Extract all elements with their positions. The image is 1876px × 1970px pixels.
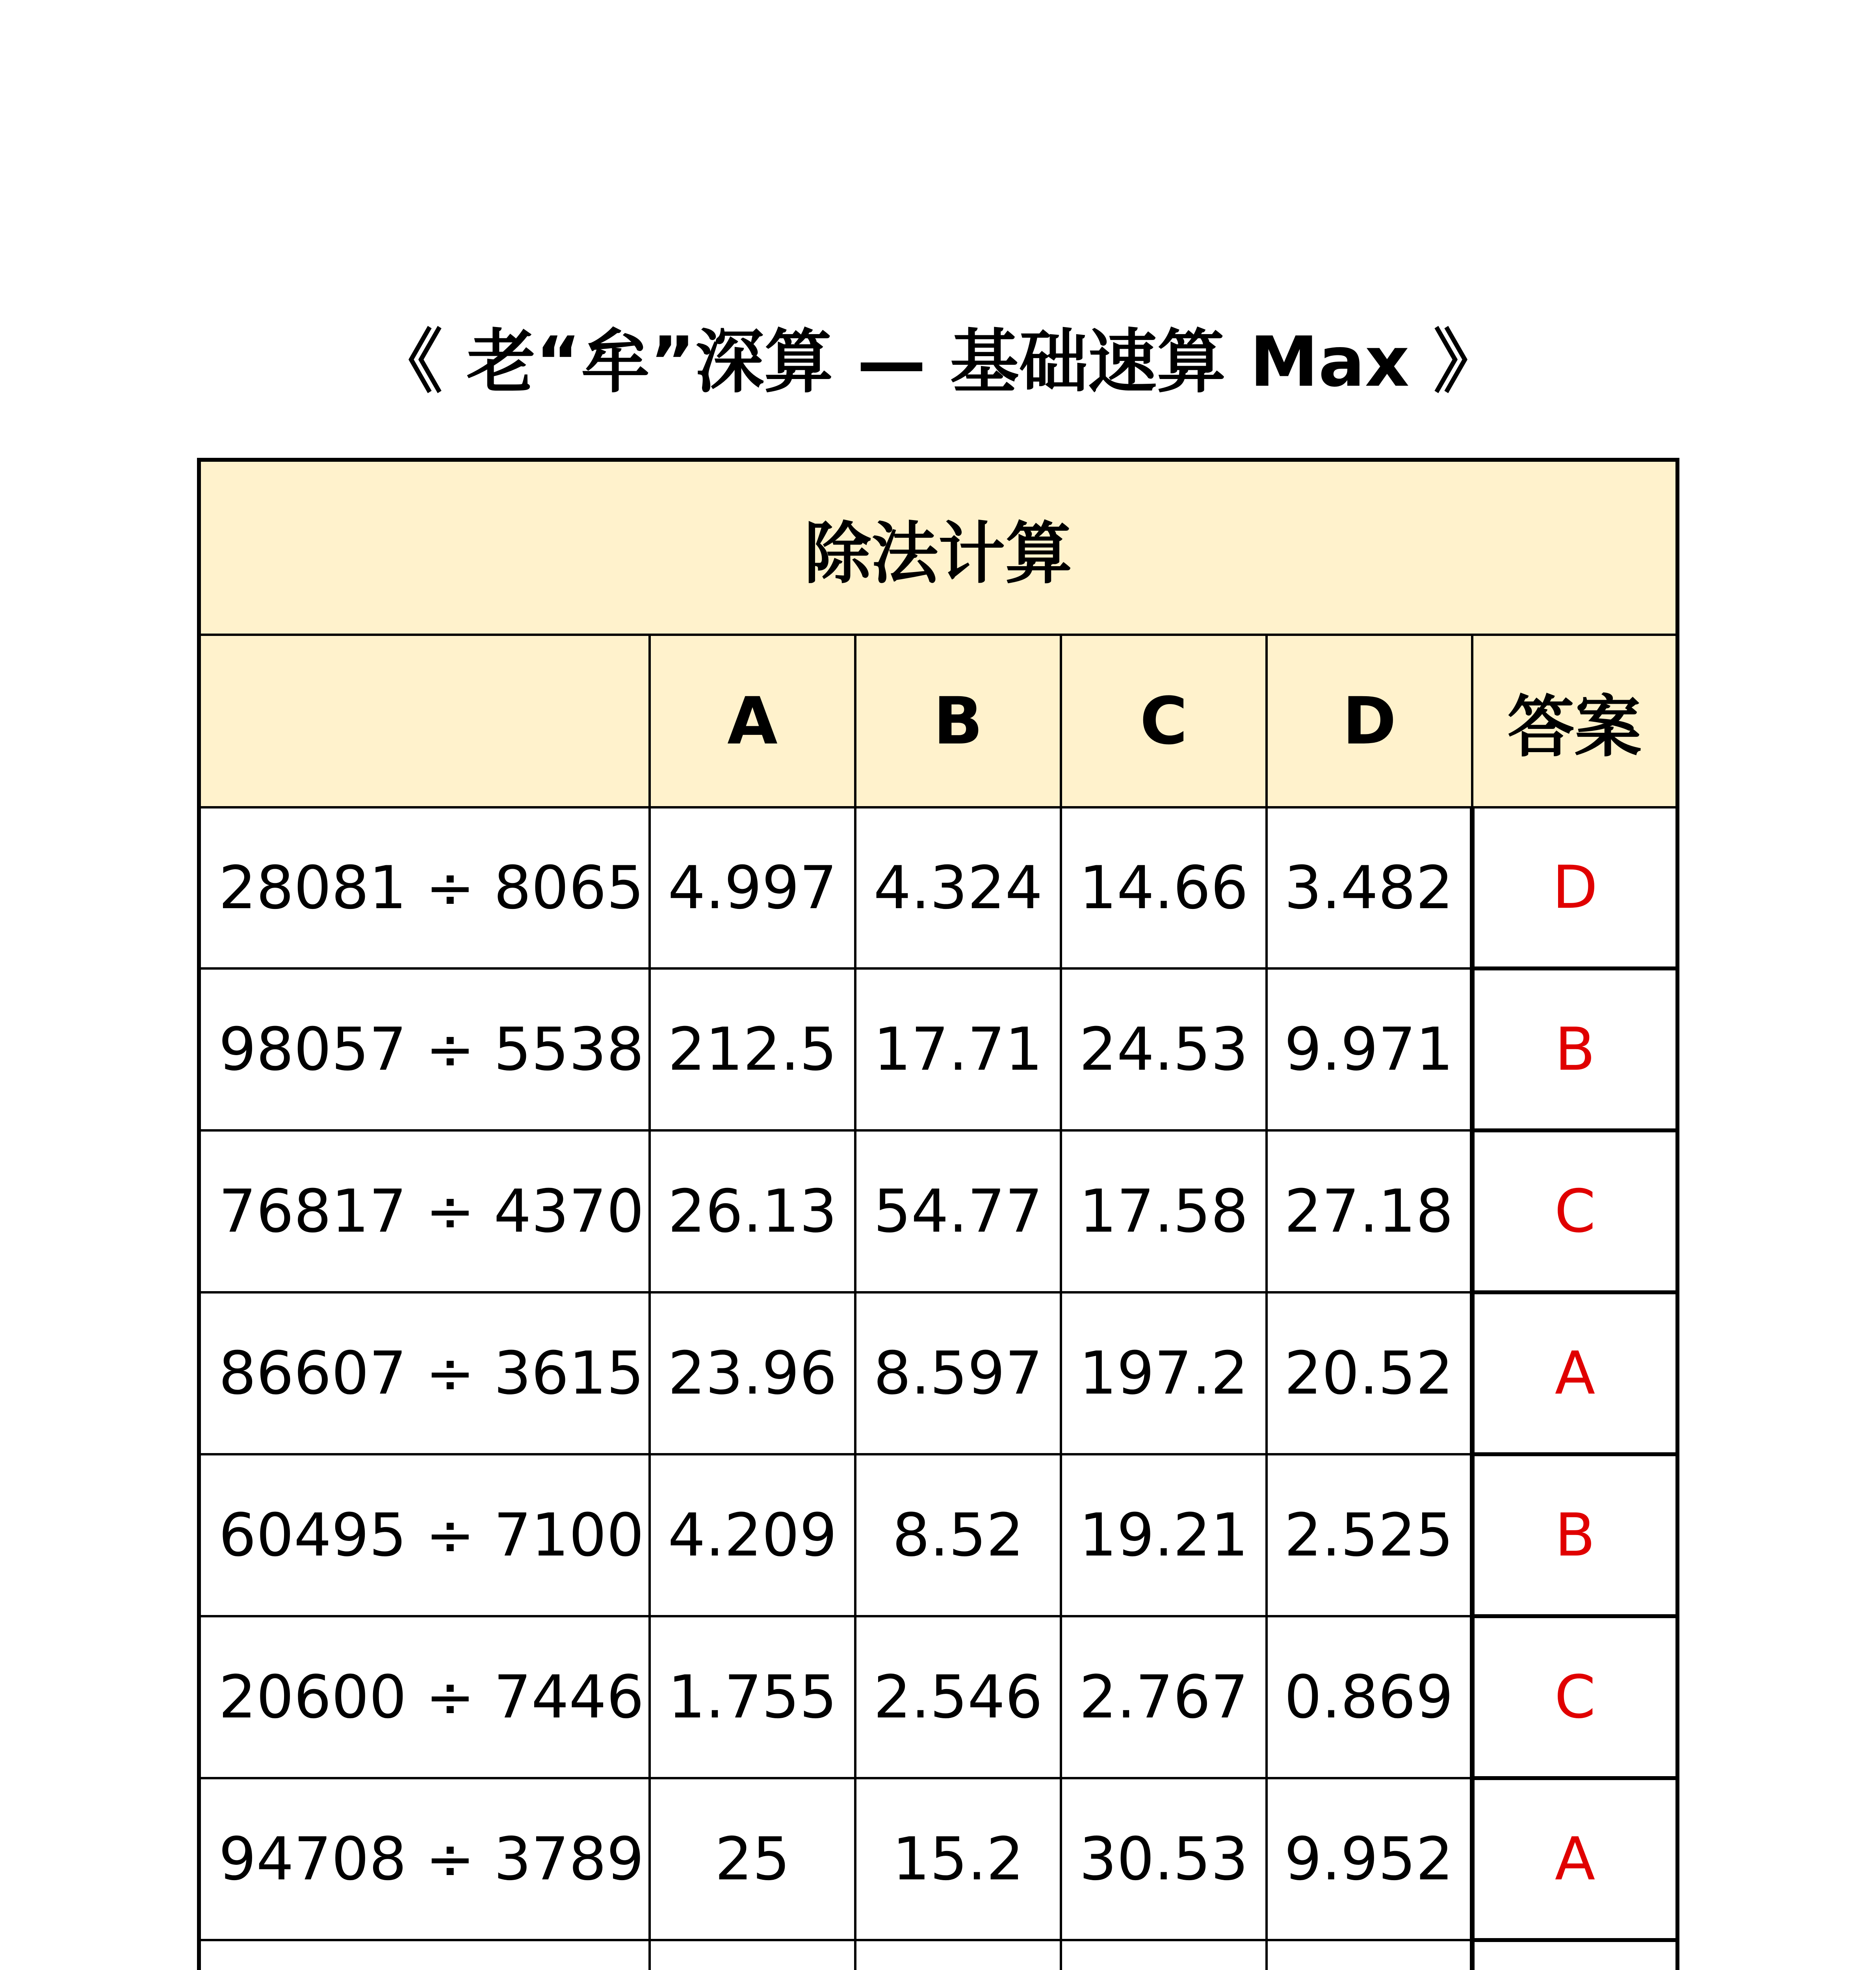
option-c-cell: 19.21	[1061, 1454, 1267, 1616]
option-b-cell: 54.77	[855, 1130, 1061, 1292]
division-worksheet-table	[197, 458, 1679, 1970]
answer-cell: A	[1472, 1292, 1677, 1454]
problem-cell: 94708 ÷ 3789	[199, 1778, 650, 1940]
option-c-cell: 30.53	[1061, 1778, 1267, 1940]
option-a-cell: 23.96	[650, 1292, 855, 1454]
option-d-cell: 3.482	[1267, 807, 1472, 968]
answer-cell: C	[1472, 1130, 1677, 1292]
option-d-cell: 27.18	[1267, 1130, 1472, 1292]
answer-cell: A	[1472, 1778, 1677, 1940]
problem-cell: 98057 ÷ 5538	[199, 968, 650, 1130]
header-option-b: B	[855, 635, 1061, 807]
problem-cell: 28081 ÷ 8065	[199, 807, 650, 968]
header-answer: 答案	[1472, 635, 1677, 807]
header-option-c: C	[1061, 635, 1267, 807]
header-option-d: D	[1267, 635, 1472, 807]
option-c-cell: 14.66	[1061, 807, 1267, 968]
answer-cell: C	[1472, 1616, 1677, 1778]
option-a-cell: 25	[650, 1778, 855, 1940]
table-row	[199, 1778, 1677, 1940]
table-row	[199, 1940, 1677, 1970]
table-row	[199, 807, 1677, 968]
option-c-cell: 197.2	[1061, 1292, 1267, 1454]
table-row	[199, 1616, 1677, 1778]
option-c-cell: 17.58	[1061, 1130, 1267, 1292]
option-a-cell: 212.5	[650, 968, 855, 1130]
option-b-cell: 2.546	[855, 1616, 1061, 1778]
page-title: 《 老“牟”深算 — 基础速算 Max 》	[373, 322, 1503, 402]
option-c-cell: 24.53	[1061, 968, 1267, 1130]
option-b-cell	[855, 1940, 1061, 1970]
answer-cell: B	[1472, 968, 1677, 1130]
answer-cell: B	[1472, 1454, 1677, 1616]
option-c-cell: 2.767	[1061, 1616, 1267, 1778]
table-banner-title: 除法计算	[199, 460, 1677, 635]
header-option-a: A	[650, 635, 855, 807]
option-b-cell: 4.324	[855, 807, 1061, 968]
problem-cell: 60495 ÷ 7100	[199, 1454, 650, 1616]
option-a-cell	[650, 1940, 855, 1970]
option-d-cell: 0.869	[1267, 1616, 1472, 1778]
option-c-cell	[1061, 1940, 1267, 1970]
option-b-cell: 8.597	[855, 1292, 1061, 1454]
option-d-cell: 20.52	[1267, 1292, 1472, 1454]
option-b-cell: 8.52	[855, 1454, 1061, 1616]
table-row	[199, 1292, 1677, 1454]
answer-cell	[1472, 1940, 1677, 1970]
option-d-cell: 9.971	[1267, 968, 1472, 1130]
option-d-cell: 9.952	[1267, 1778, 1472, 1940]
problem-cell: 76817 ÷ 4370	[199, 1130, 650, 1292]
answer-cell: D	[1472, 807, 1677, 968]
table-row	[199, 1454, 1677, 1616]
table-row	[199, 1130, 1677, 1292]
option-d-cell	[1267, 1940, 1472, 1970]
problem-cell	[199, 1940, 650, 1970]
option-a-cell: 4.997	[650, 807, 855, 968]
option-a-cell: 26.13	[650, 1130, 855, 1292]
option-a-cell: 4.209	[650, 1454, 855, 1616]
option-b-cell: 17.71	[855, 968, 1061, 1130]
option-d-cell: 2.525	[1267, 1454, 1472, 1616]
table-row	[199, 968, 1677, 1130]
problem-cell: 20600 ÷ 7446	[199, 1616, 650, 1778]
column-header-row	[199, 635, 1677, 807]
problem-cell: 86607 ÷ 3615	[199, 1292, 650, 1454]
option-a-cell: 1.755	[650, 1616, 855, 1778]
option-b-cell: 15.2	[855, 1778, 1061, 1940]
header-blank	[199, 635, 650, 807]
